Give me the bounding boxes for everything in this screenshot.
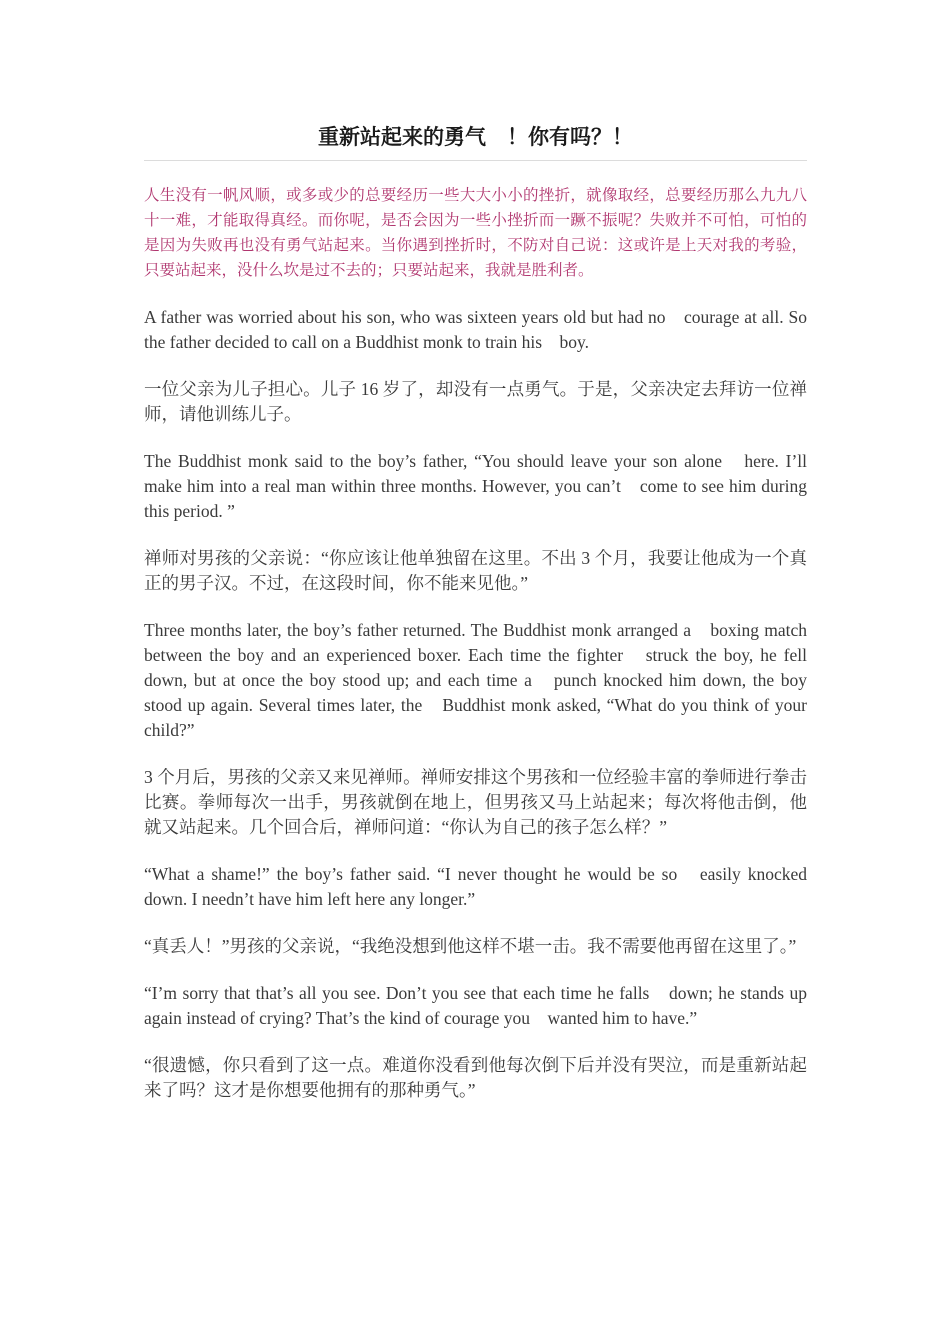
story-paragraph-zh: 一位父亲为儿子担心。儿子 16 岁了，却没有一点勇气。于是，父亲决定去拜访一位禅师，请他训练儿子。 [144,379,807,424]
story-paragraph-zh: 3 个月后，男孩的父亲又来见禅师。禅师安排这个男孩和一位经验丰富的拳师进行拳击比赛。拳师每次一出手，男孩就倒在地上，但男孩又马上站起来；每次将他击倒，他就又站起来。几个回合后，禅师问道：“你认为自己的孩子怎么样？” [144,767,807,837]
story-body [144,305,812,1103]
story-paragraph-zh: “很遗憾，你只看到了这一点。难道你没看到他每次倒下后并没有哭泣，而是重新站起来了吗？这才是你想要他拥有的那种勇气。” [144,1055,807,1100]
story-paragraph-en: The Buddhist monk said to the boy’s father, “You should leave your son alone here. I’ll make him into a real man within three months. However, you can’t come to see him during this period. ” [144,451,812,521]
story-paragraph-zh: “真丢人！”男孩的父亲说，“我绝没想到他这样不堪一击。我不需要他再留在这里了。” [144,936,797,956]
title-divider [144,160,807,161]
intro-paragraph: 人生没有一帆风顺，或多或少的总要经历一些大大小小的挫折，就像取经，总要经历那么九九八十一难，才能取得真经。而你呢，是否会因为一些小挫折而一蹶不振呢？失败并不可怕，可怕的是因为失败再也没有勇气站起来。当你遇到挫折时，不防对自己说：这或许是上天对我的考验，只要站起来，没什么坎是过不去的；只要站起来，我就是胜利者。 [144,187,807,279]
document-page [144,118,812,1103]
story-paragraph-en: “I’m sorry that that’s all you see. Don’t you see that each time he falls down; he stands up again instead of crying? That’s the kind of courage you wanted him to have.” [144,983,812,1028]
story-paragraph-en: A father was worried about his son, who was sixteen years old but had no courage at all. So the father decided to call on a Buddhist monk to train his boy. [144,307,812,352]
story-paragraph-en: Three months later, the boy’s father returned. The Buddhist monk arranged a boxing match between the boy and an experienced boxer. Each time the fighter struck the boy, he fell down, but at once the boy stood up; and each time a punch knocked him down, the boy stood up again. Several times later, the Buddhist monk asked, “What do you think of your child?” [144,620,812,740]
document-title: 重新站起来的勇气 ！你有吗？！ [318,125,633,149]
story-paragraph-zh: 禅师对男孩的父亲说：“你应该让他单独留在这里。不出 3 个月，我要让他成为一个真正的男子汉。不过，在这段时间，你不能来见他。” [144,548,807,593]
story-paragraph-en: “What a shame!” the boy’s father said. “I never thought he would be so easily knocked down. I needn’t have him left here any longer.” [144,864,812,909]
